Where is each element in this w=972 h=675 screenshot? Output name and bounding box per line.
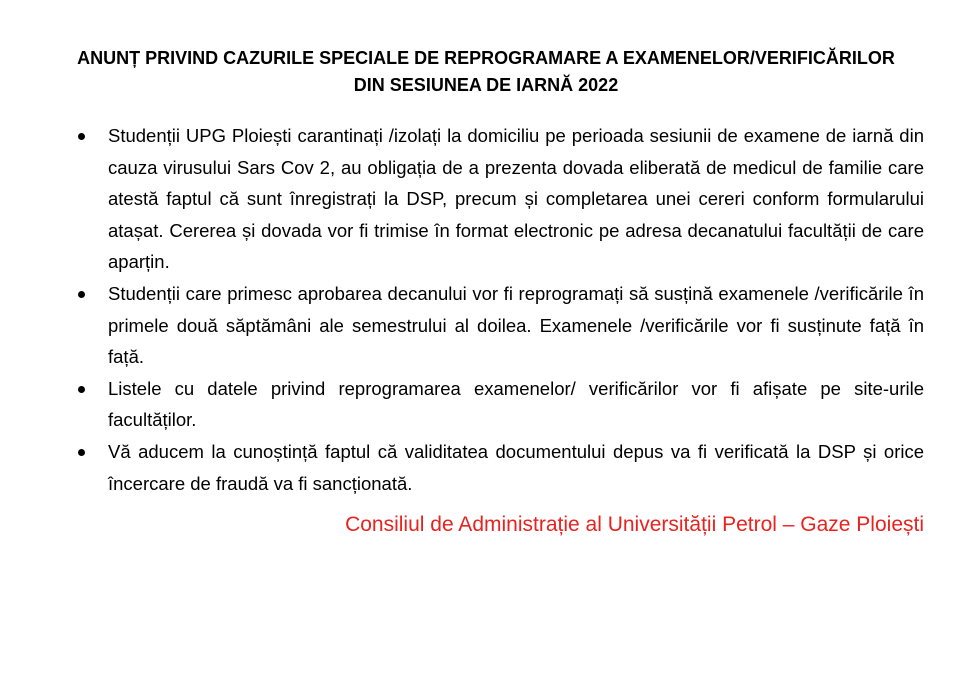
bullet-text: Studenții care primesc aprobarea decanului vor fi reprogramați să susțină examenele /verificările în primele două săptămâni ale semestrului al doilea. Examenele /verificările vor fi susținute față în față. bbox=[108, 282, 924, 368]
bullet-text: Listele cu datele privind reprogramarea examenelor/ verificărilor vor fi afișate pe site-urile facultăților. bbox=[108, 377, 924, 431]
list-item bbox=[72, 120, 924, 278]
list-item bbox=[72, 278, 924, 373]
bullet-icon bbox=[78, 386, 85, 393]
title-line-2: DIN SESIUNEA DE IARNĂ 2022 bbox=[353, 75, 619, 95]
bullet-text: Studenții UPG Ploiești carantinați /izolați la domiciliu pe perioada sesiunii de examene de iarnă din cauza virusului Sars Cov 2, au obligația de a prezenta dovada eliberată de medicul de familie care atestă faptul că sunt înregistrați la DSP, precum și completarea unei cereri conform formularului atașat. Cererea și dovada vor fi trimise în format electronic pe adresa decanatului facultății de care aparțin. bbox=[108, 125, 924, 273]
bullet-icon bbox=[78, 449, 85, 456]
list-item bbox=[72, 436, 924, 499]
bullet-icon bbox=[78, 291, 85, 298]
announcement-title bbox=[40, 45, 932, 99]
bullet-text: Vă aducem la cunoștință faptul că validitatea documentului depus va fi verificată la DSP și orice încercare de fraudă va fi sancționată. bbox=[108, 440, 924, 494]
bullet-list bbox=[72, 120, 924, 499]
bullet-icon bbox=[78, 133, 85, 140]
signature-line: Consiliul de Administrație al Universității Petrol – Gaze Ploiești bbox=[345, 513, 924, 536]
title-line-1: ANUNȚ PRIVIND CAZURILE SPECIALE DE REPROGRAMARE A EXAMENELOR/VERIFICĂRILOR bbox=[77, 48, 895, 68]
list-item bbox=[72, 373, 924, 436]
